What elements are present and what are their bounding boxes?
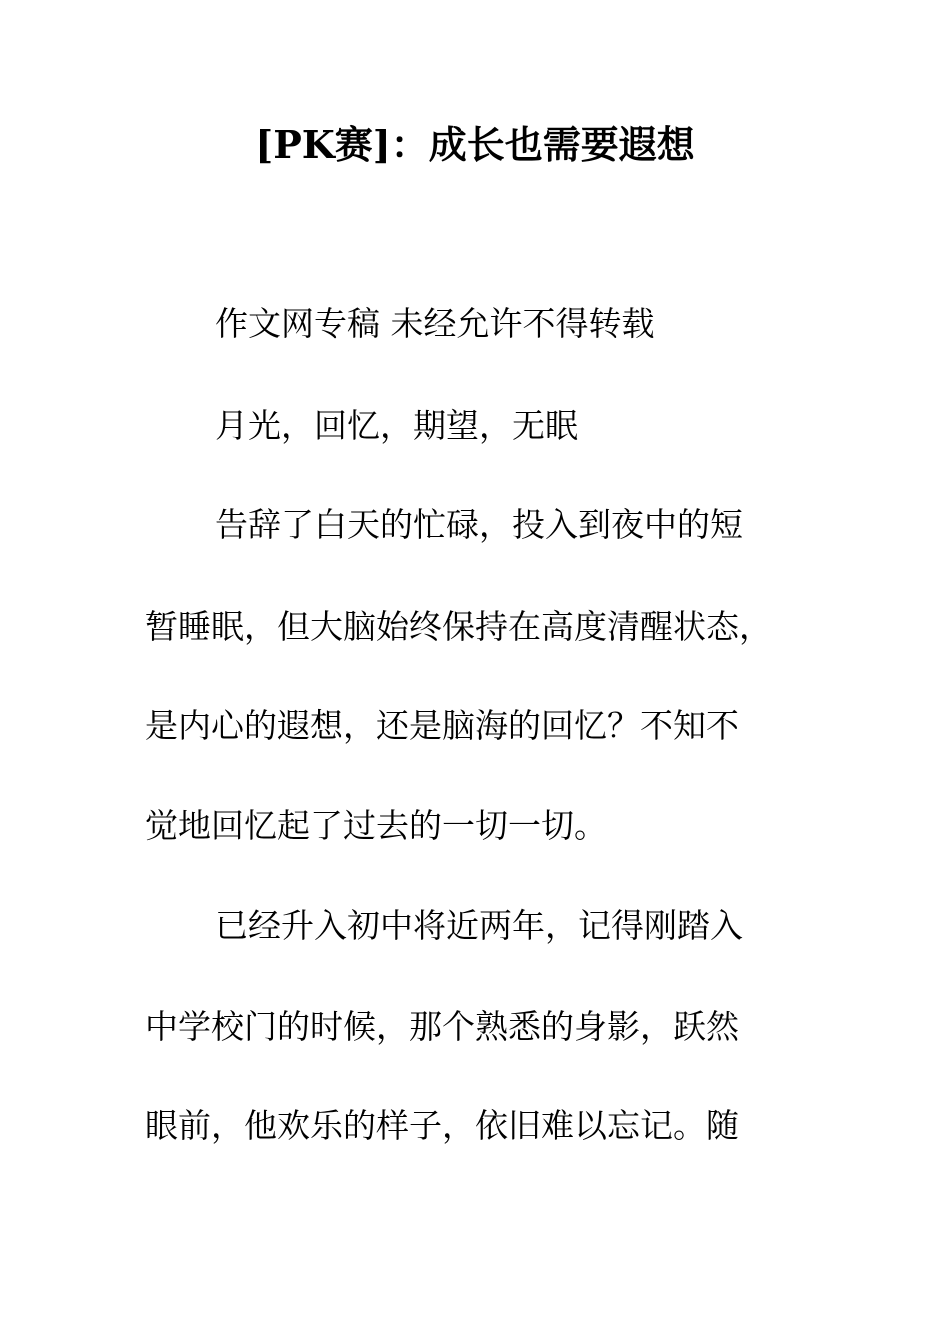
text-line: 是内心的遐想，还是脑海的回忆？不知不 (145, 706, 739, 745)
text-line: 暂睡眠，但大脑始终保持在高度清醒状态， (145, 607, 772, 646)
document-title: [PK赛]：成长也需要遐想 (255, 122, 695, 167)
text-line: 中学校门的时候，那个熟悉的身影，跃然 (145, 1007, 739, 1046)
text-line: 已经升入初中将近两年，记得刚踏入 (215, 906, 743, 945)
text-line-notice: 作文网专稿 未经允许不得转载 (215, 304, 655, 343)
text-line: 觉地回忆起了过去的一切一切。 (145, 806, 607, 845)
text-line-keywords: 月光，回忆，期望，无眠 (215, 406, 578, 445)
text-line: 告辞了白天的忙碌，投入到夜中的短 (215, 505, 743, 544)
text-line: 眼前，他欢乐的样子，依旧难以忘记。随 (145, 1106, 739, 1145)
